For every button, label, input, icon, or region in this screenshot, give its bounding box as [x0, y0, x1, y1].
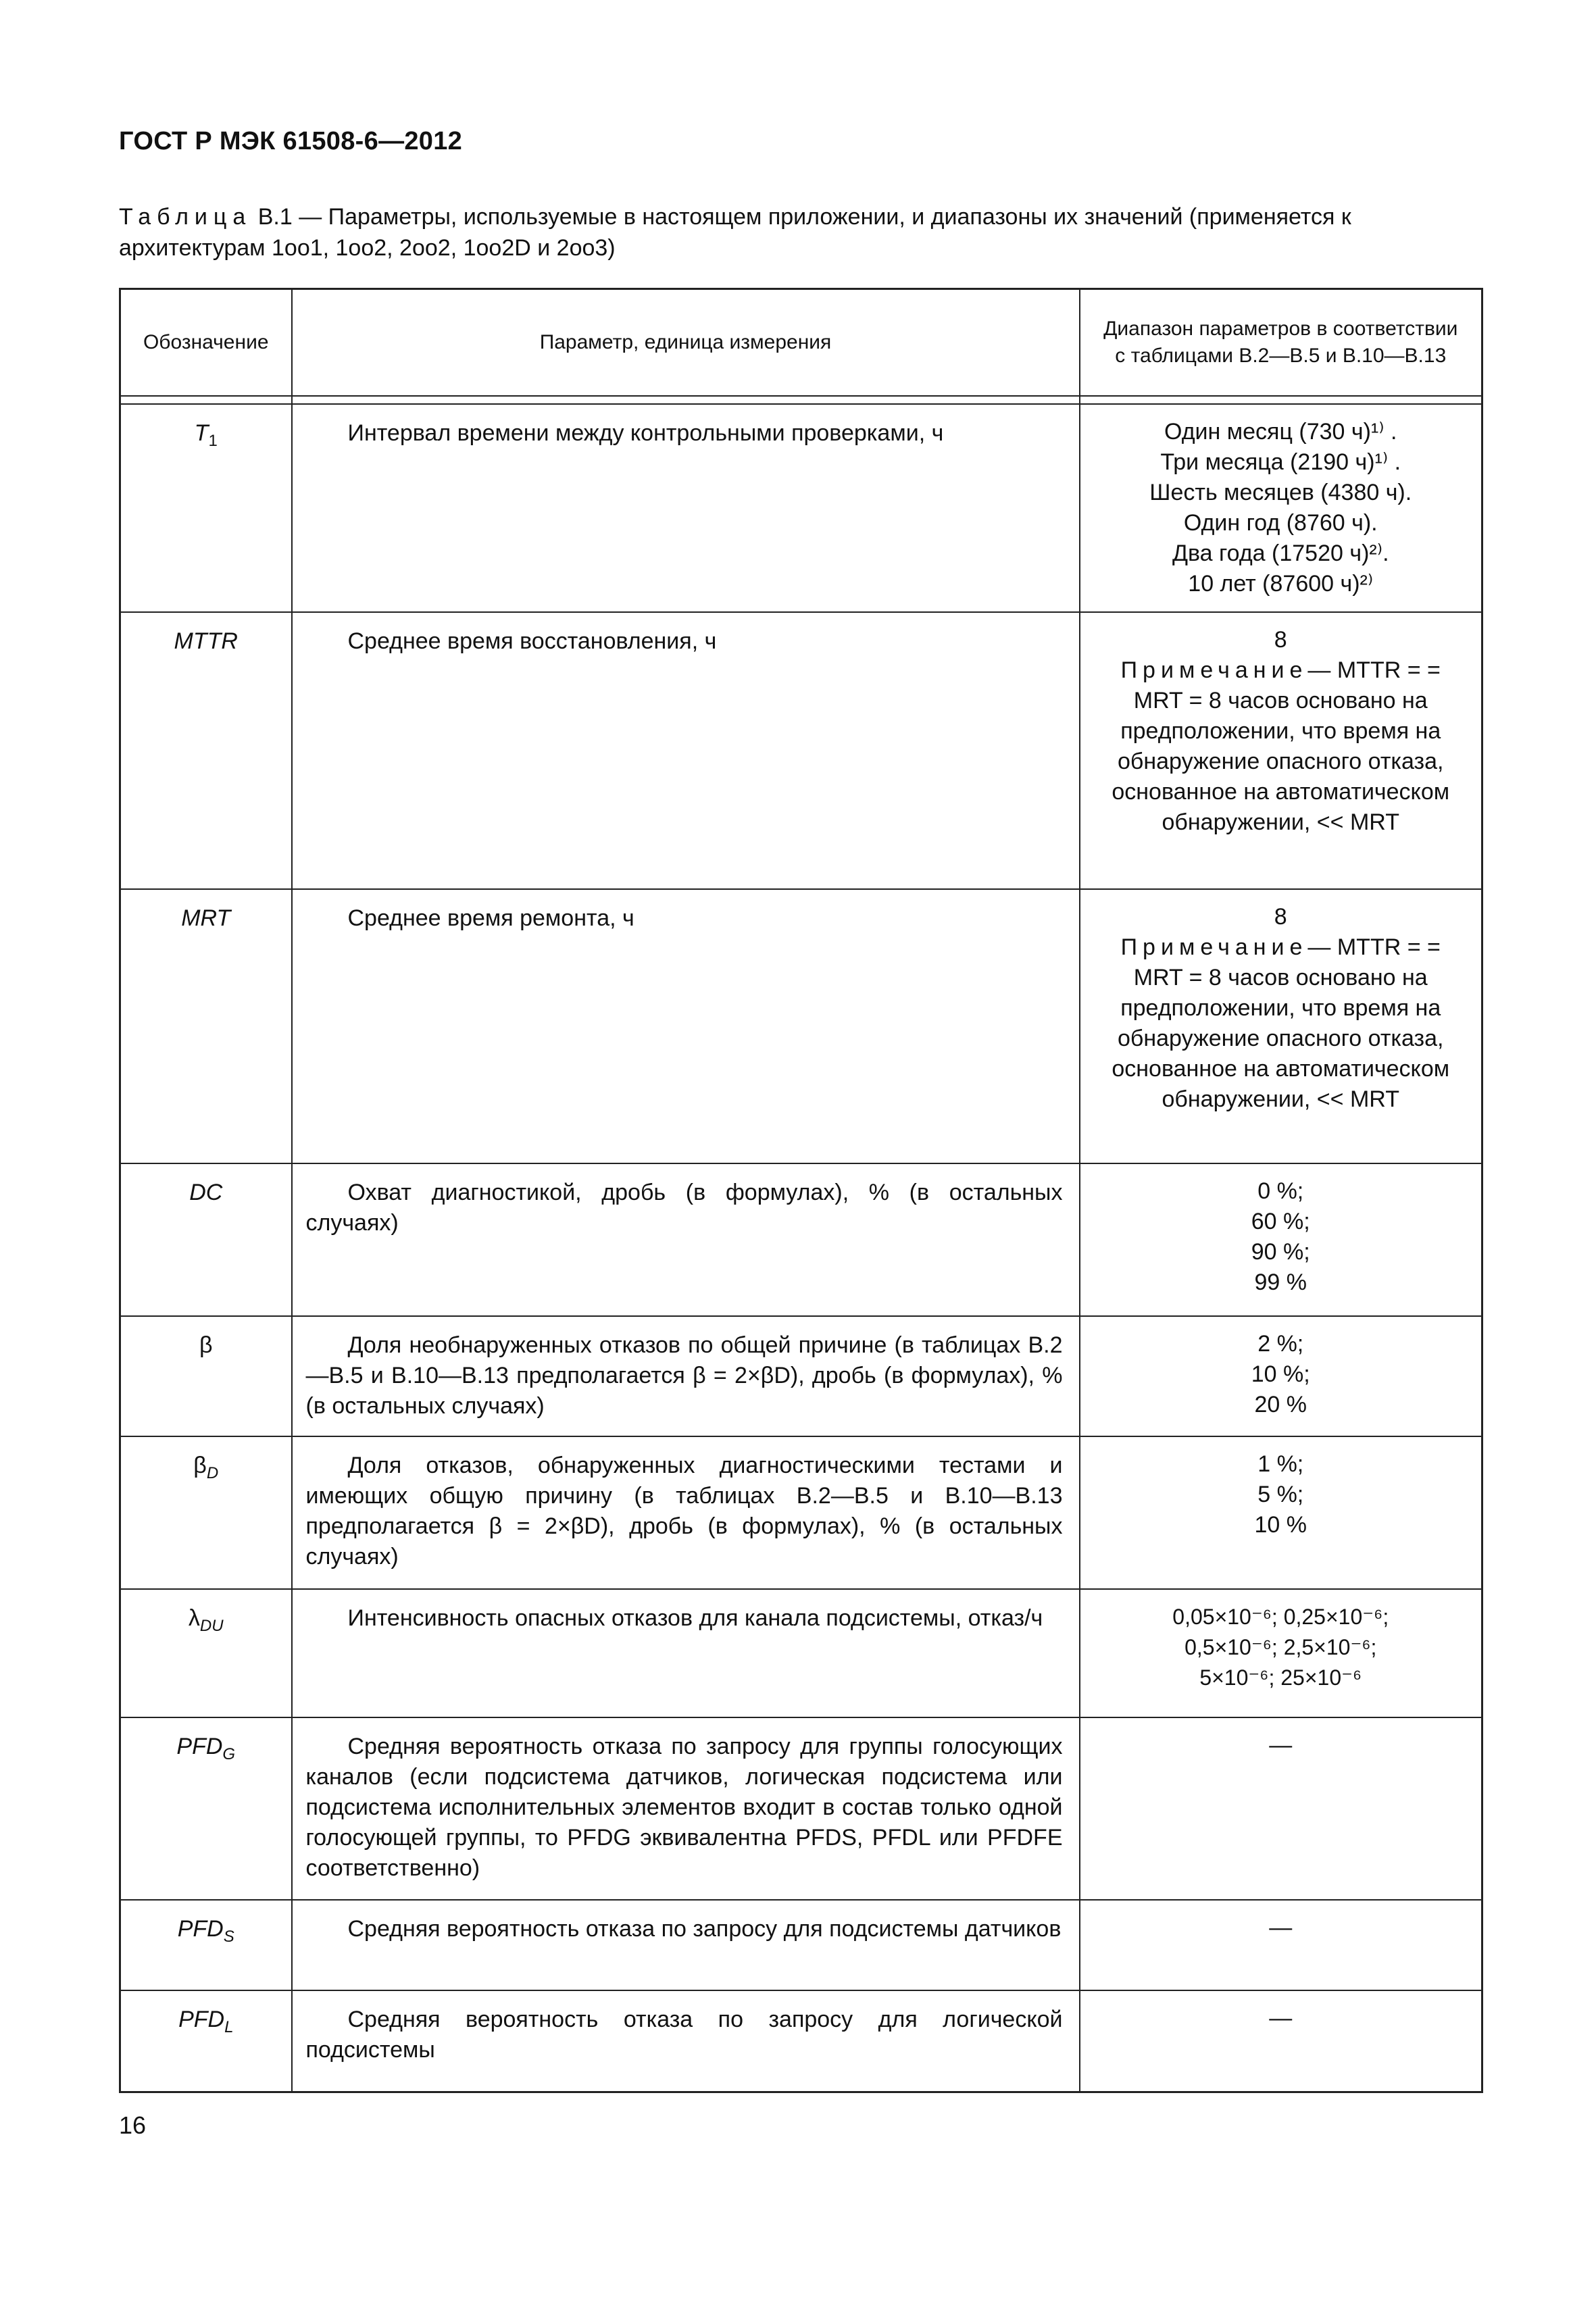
header-range: Диапазон параметров в соответствии с таблицами B.2—B.5 и B.10—B.13	[1080, 289, 1482, 397]
range-cell: —	[1080, 1717, 1482, 1900]
parameter-cell: Среднее время восстановления, ч	[292, 612, 1080, 889]
parameters-table	[119, 288, 1483, 2093]
symbol-cell: $T_1$	[120, 404, 292, 612]
range-cell: 0,05×10⁻⁶; 0,25×10⁻⁶; 0,5×10⁻⁶; 2,5×10⁻⁶; 5×10⁻⁶; 25×10⁻⁶	[1080, 1589, 1482, 1717]
table-row	[120, 1589, 1482, 1717]
parameter-cell: Интенсивность опасных отказов для канала подсистемы, отказ/ч	[292, 1589, 1080, 1717]
table-header-row	[120, 289, 1482, 397]
range-cell: 8 Примечание— MTTR = = MRT = 8 часов основано на предположении, что время на обнаружение опасного отказа, основанное на автоматическом обнаружении, << MRT	[1080, 889, 1482, 1163]
caption-text: B.1 — Параметры, используемые в настоящем приложении, и диапазоны их значений (применяется к архитектурам 1oo1, 1oo2, 2oo2, 1oo2D и 2oo3)	[119, 204, 1351, 261]
parameter-cell: Средняя вероятность отказа по запросу для группы голосующих каналов (если подсистема датчиков, логическая подсистема или подсистема исполнительных элементов входит в состав только одной голосующей группы, то PFDG эквивалентна PFDS, PFDL или PFDFE соответственно)	[292, 1717, 1080, 1900]
table-row	[120, 612, 1482, 889]
table-row	[120, 889, 1482, 1163]
symbol-cell: MRT	[120, 889, 292, 1163]
document-header: ГОСТ Р МЭК 61508-6—2012	[119, 127, 463, 155]
range-cell: 0 %; 60 %; 90 %; 99 %	[1080, 1163, 1482, 1316]
note-text: — MTTR = = MRT = 8 часов основано на предположении, что время на обнаружение опасного отказа, основанное на автоматическом обнаружении, << MRT	[1112, 934, 1450, 1112]
table-row	[120, 1990, 1482, 2092]
note-label: Примечание	[1120, 657, 1308, 683]
table-caption	[119, 201, 1477, 263]
range-cell: 1 %; 5 %; 10 %	[1080, 1436, 1482, 1589]
range-cell: 2 %; 10 %; 20 %	[1080, 1316, 1482, 1436]
range-cell: 8 Примечание— MTTR = = MRT = 8 часов основано на предположении, что время на обнаружение опасного отказа, основанное на автоматическом обнаружении, << MRT	[1080, 612, 1482, 889]
caption-label: Таблица	[119, 204, 252, 230]
symbol-cell: β	[120, 1316, 292, 1436]
note-text: — MTTR = = MRT = 8 часов основано на предположении, что время на обнаружение опасного отказа, основанное на автоматическом обнаружении, << MRT	[1112, 657, 1450, 835]
range-cell: —	[1080, 1990, 1482, 2092]
parameter-cell: Охват диагностикой, дробь (в формулах), % (в остальных случаях)	[292, 1163, 1080, 1316]
table-row	[120, 404, 1482, 612]
symbol-cell: $\lambda_{DU}$	[120, 1589, 292, 1717]
table-row	[120, 1900, 1482, 1990]
header-symbol: Обозначение	[120, 289, 292, 397]
symbol-cell: $\beta_D$	[120, 1436, 292, 1589]
symbol-cell: $PFD_L$	[120, 1990, 292, 2092]
table-row	[120, 1436, 1482, 1589]
parameter-cell: Интервал времени между контрольными проверками, ч	[292, 404, 1080, 612]
table-row	[120, 1717, 1482, 1900]
range-cell: Один месяц (730 ч)¹⁾ . Три месяца (2190 ч)¹⁾ . Шесть месяцев (4380 ч). Один год (8760 ч). Два года (17520 ч)²⁾. 10 лет (87600 ч)²⁾	[1080, 404, 1482, 612]
note-label: Примечание	[1120, 934, 1308, 960]
header-parameter: Параметр, единица измерения	[292, 289, 1080, 397]
range-cell: —	[1080, 1900, 1482, 1990]
table-row	[120, 1163, 1482, 1316]
symbol-cell: $PFD_S$	[120, 1900, 292, 1990]
parameter-cell: Доля отказов, обнаруженных диагностическими тестами и имеющих общую причину (в таблицах B.2—B.5 и B.10—B.13 предполагается β = 2×βD), дробь (в формулах), % (в остальных случаях)	[292, 1436, 1080, 1589]
symbol-cell: $PFD_G$	[120, 1717, 292, 1900]
page-number: 16	[119, 2111, 147, 2139]
table-row	[120, 1316, 1482, 1436]
parameter-cell: Среднее время ремонта, ч	[292, 889, 1080, 1163]
symbol-cell: MTTR	[120, 612, 292, 889]
parameter-cell: Средняя вероятность отказа по запросу для подсистемы датчиков	[292, 1900, 1080, 1990]
symbol-cell: DC	[120, 1163, 292, 1316]
header-separator	[120, 396, 1482, 404]
parameter-cell: Доля необнаруженных отказов по общей причине (в таблицах B.2—B.5 и B.10—B.13 предполагается β = 2×βD), дробь (в формулах), % (в остальных случаях)	[292, 1316, 1080, 1436]
parameter-cell: Средняя вероятность отказа по запросу для логической подсистемы	[292, 1990, 1080, 2092]
